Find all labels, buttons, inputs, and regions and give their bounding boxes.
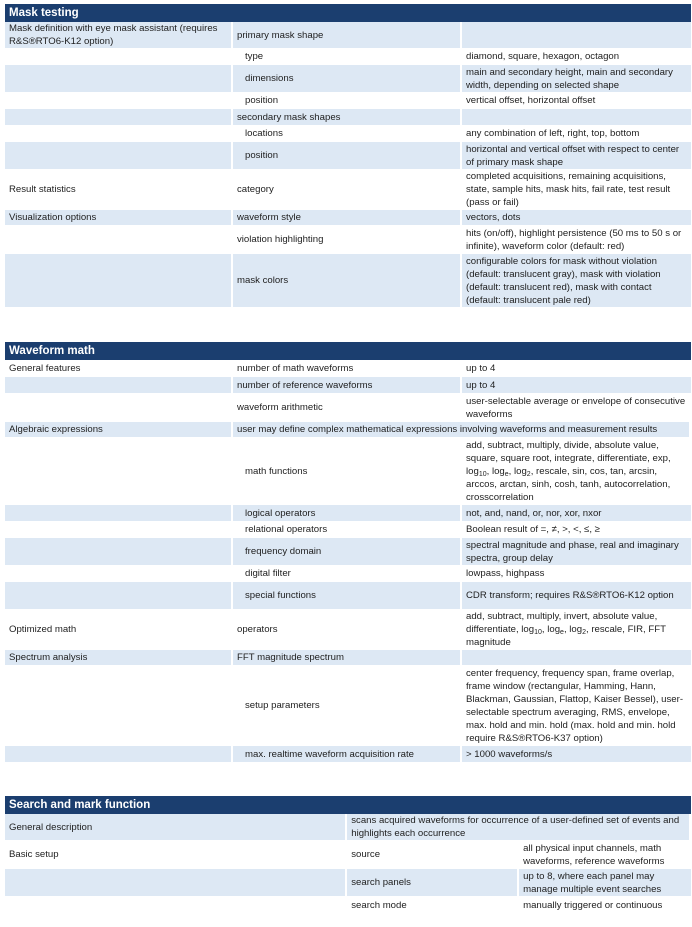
table-row [5,538,691,566]
row-value: any combination of left, right, top, bottom [462,126,691,142]
section-waveform-math [5,342,691,763]
row-parameter: frequency domain [233,538,462,566]
row-category [5,566,233,582]
row-category [5,538,233,566]
table-row [5,869,691,897]
row-parameter: scans acquired waveforms for occurrence of a user-defined set of events and highlights each occurrence [347,814,691,841]
row-parameter: locations [233,126,462,142]
table-row [5,814,691,841]
table-row [5,746,691,763]
row-parameter: violation highlighting [233,226,462,254]
row-value: > 1000 waveforms/s [462,746,691,763]
row-parameter: setup parameters [233,666,462,746]
row-parameter: relational operators [233,522,462,538]
row-value: all physical input channels, math waveforms, reference waveforms [519,841,691,869]
row-value: vectors, dots [462,210,691,226]
row-value: add, subtract, multiply, divide, absolute value, square, square root, integrate, differentiate, exp, $\log_{10}$, $\log_e$, $\log_2$, rescale, sin, cos, tan, arcsin, arccos, arctan, sinh, cosh, tanh, autocorrelation, crosscorrelation [462,438,691,505]
row-parameter: number of reference waveforms [233,377,462,394]
row-category [5,254,233,308]
row-category [5,522,233,538]
row-category [5,126,233,142]
row-parameter: max. realtime waveform acquisition rate [233,746,462,763]
row-parameter: FFT magnitude spectrum [233,650,462,666]
row-category: General features [5,360,233,377]
row-category: Optimized math [5,610,233,650]
row-value: vertical offset, horizontal offset [462,93,691,109]
table-row [5,566,691,582]
table-row [5,93,691,109]
section-title: Mask testing [5,4,691,22]
table-row [5,522,691,538]
table-row [5,394,691,422]
row-value: not, and, nand, or, nor, xor, nxor [462,505,691,522]
row-parameter: position [233,93,462,109]
table-row [5,126,691,142]
section-search-and-mark [5,796,691,914]
row-category: Algebraic expressions [5,422,233,438]
row-parameter: digital filter [233,566,462,582]
table-row [5,226,691,254]
row-value [462,109,691,126]
section-title: Search and mark function [5,796,691,814]
row-parameter: number of math waveforms [233,360,462,377]
spec-table [5,360,691,763]
row-parameter: search mode [347,897,519,914]
table-row [5,505,691,522]
table-row [5,438,691,505]
row-value: Boolean result of =, ≠, >, <, ≤, ≥ [462,522,691,538]
table-row [5,142,691,170]
row-category [5,897,347,914]
row-parameter: category [233,170,462,210]
table-row [5,666,691,746]
section-title: Waveform math [5,342,691,360]
row-value: center frequency, frequency span, frame overlap, frame window (rectangular, Hamming, Hann, Blackman, Gaussian, Flattop, Kaiser Bessel), user-selectable spectrum averaging, RMS, envelope, max. hold and min. hold (max. hold and min. hold require R&S®RTO6-K37 option) [462,666,691,746]
table-row [5,610,691,650]
row-category: Mask definition with eye mask assistant (requires R&S®RTO6-K12 option) [5,22,233,49]
table-row [5,210,691,226]
row-parameter: math functions [233,438,462,505]
row-category: Basic setup [5,841,347,869]
table-row [5,897,691,914]
table-row [5,841,691,869]
row-value: manually triggered or continuous [519,897,691,914]
row-value: spectral magnitude and phase, real and imaginary spectra, group delay [462,538,691,566]
table-row [5,360,691,377]
section-mask-testing [5,4,691,308]
row-category [5,869,347,897]
table-row [5,422,691,438]
row-value: configurable colors for mask without violation (default: translucent gray), mask with violation (default: translucent red), mask with contact (default: translucent pale red) [462,254,691,308]
row-category: Visualization options [5,210,233,226]
row-category [5,666,233,746]
row-value: up to 8, where each panel may manage multiple event searches [519,869,691,897]
row-category [5,505,233,522]
row-category [5,746,233,763]
row-value: hits (on/off), highlight persistence (50 ms to 50 s or infinite), waveform color (default: red) [462,226,691,254]
table-row [5,109,691,126]
row-value: up to 4 [462,377,691,394]
row-parameter: secondary mask shapes [233,109,462,126]
table-row [5,65,691,93]
row-category [5,438,233,505]
spec-table [5,814,691,914]
row-parameter: position [233,142,462,170]
row-category [5,93,233,109]
row-category: Spectrum analysis [5,650,233,666]
table-row [5,582,691,610]
row-category: Result statistics [5,170,233,210]
row-value: main and secondary height, main and secondary width, depending on selected shape [462,65,691,93]
spec-table [5,22,691,308]
row-parameter: user may define complex mathematical expressions involving waveforms and measurement results [233,422,691,438]
row-category [5,65,233,93]
row-parameter: waveform style [233,210,462,226]
table-row [5,254,691,308]
row-category [5,142,233,170]
row-value: lowpass, highpass [462,566,691,582]
row-value: horizontal and vertical offset with respect to center of primary mask shape [462,142,691,170]
table-row [5,22,691,49]
row-parameter: dimensions [233,65,462,93]
row-parameter: primary mask shape [233,22,462,49]
row-value: add, subtract, multiply, invert, absolute value, differentiate, $\log_{10}$, $\log_e$, $\log_2$, rescale, FIR, FFT magnitude [462,610,691,650]
row-parameter: source [347,841,519,869]
row-value: CDR transform; requires R&S®RTO6-K12 option [462,582,691,610]
row-value [462,22,691,49]
row-category [5,582,233,610]
row-value: completed acquisitions, remaining acquisitions, state, sample hits, mask hits, fail rate, test result (pass or fail) [462,170,691,210]
row-category [5,226,233,254]
row-category [5,394,233,422]
row-parameter: logical operators [233,505,462,522]
row-category [5,377,233,394]
table-row [5,170,691,210]
row-parameter: waveform arithmetic [233,394,462,422]
row-category: General description [5,814,347,841]
row-parameter: special functions [233,582,462,610]
row-category [5,109,233,126]
row-value: diamond, square, hexagon, octagon [462,49,691,65]
row-value: up to 4 [462,360,691,377]
row-parameter: mask colors [233,254,462,308]
row-value [462,650,691,666]
row-value: user-selectable average or envelope of consecutive waveforms [462,394,691,422]
table-row [5,377,691,394]
row-parameter: type [233,49,462,65]
table-row [5,650,691,666]
row-parameter: operators [233,610,462,650]
table-row [5,49,691,65]
row-category [5,49,233,65]
row-parameter: search panels [347,869,519,897]
